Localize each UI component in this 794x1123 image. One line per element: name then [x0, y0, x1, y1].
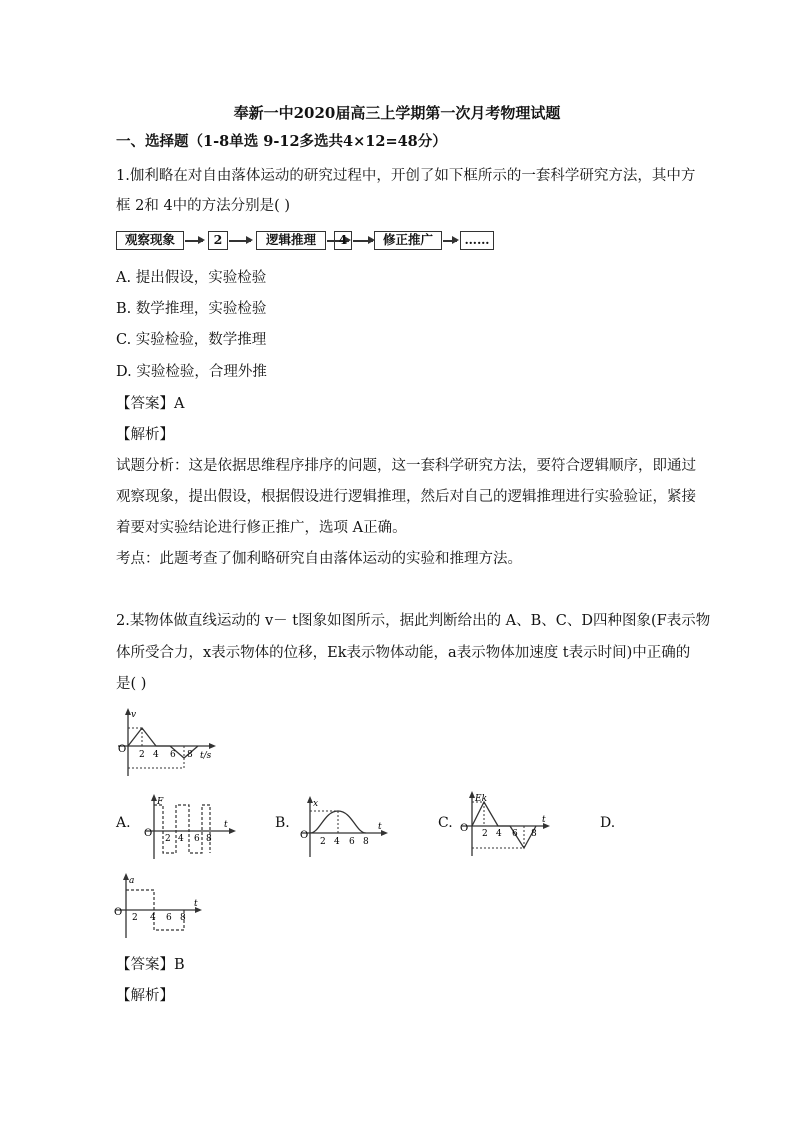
graph-c-x-label: t — [542, 815, 546, 825]
q1-analysis-line2: 观察现象，提出假设，根据假设进行逻辑推理，然后对自己的逻辑推理进行实验验证，紧接 — [116, 489, 696, 505]
q2-option-d-label: D. — [600, 815, 616, 831]
flow-arrow — [185, 240, 203, 242]
graph-a-tick: 8 — [206, 834, 212, 844]
flow-arrow — [229, 240, 251, 242]
q1-option-b: B. 数学推理，实验检验 — [116, 301, 267, 317]
vt-origin: O — [118, 744, 127, 755]
flow-arrow — [353, 240, 373, 242]
q1-stem-line1: 1.伽利略在对自由落体运动的研究过程中，开创了如下框所示的一套科学研究方法，其中方 — [116, 168, 696, 184]
section-heading: 一、选择题（1-8单选 9-12多选共4×12=48分） — [116, 133, 447, 150]
graph-d-tick: 2 — [132, 913, 138, 923]
graph-d-origin: O — [114, 907, 123, 918]
graph-a-tick: 2 — [165, 834, 171, 844]
q1-analysis-label: 【解析】 — [116, 427, 174, 443]
q2-option-a-label: A. — [116, 815, 131, 831]
flow-box-1: 观察现象 — [116, 231, 184, 250]
q2-analysis-label: 【解析】 — [116, 988, 174, 1004]
q2-stem-line3: 是( ) — [116, 676, 147, 692]
graph-b-position-time — [298, 795, 394, 861]
graph-c-tick: 4 — [496, 829, 502, 839]
graph-b-y-label: x — [313, 799, 319, 809]
graph-c-y-label: Ek — [475, 794, 488, 804]
vt-tick: 4 — [153, 750, 159, 760]
page-title: 奉新一中2020届高三上学期第一次月考物理试题 — [233, 104, 561, 122]
graph-c-kinetic-energy-time — [458, 790, 558, 858]
flow-box-5: 修正推广 — [374, 231, 442, 250]
q2-stem-line1: 2.某物体做直线运动的 v－ t图象如图所示，据此判断给出的 A、B、C、D四种图象(F表示物 — [116, 613, 711, 629]
method-flowchart — [116, 228, 496, 254]
graph-b-tick: 8 — [363, 837, 369, 847]
graph-a-tick: 4 — [178, 834, 184, 844]
graph-a-tick: 6 — [194, 834, 200, 844]
q1-option-c: C. 实验检验，数学推理 — [116, 332, 267, 348]
graph-d-acceleration-time — [112, 872, 212, 940]
graph-a-force-time — [142, 793, 242, 861]
vt-tick: 2 — [139, 750, 145, 760]
flow-arrow — [443, 240, 457, 242]
graph-d-y-label: a — [129, 876, 135, 886]
graph-b-x-label: t — [378, 822, 382, 832]
graph-b-origin: O — [300, 830, 309, 841]
graph-d-x-label: t — [194, 899, 198, 909]
vt-x-label: t/s — [200, 751, 212, 761]
graph-b-tick: 4 — [334, 837, 340, 847]
flow-box-3: 逻辑推理 — [256, 231, 326, 250]
graph-d-tick: 8 — [180, 913, 186, 923]
graph-c-tick: 2 — [482, 829, 488, 839]
graph-c-tick: 6 — [512, 829, 518, 839]
graph-c-tick: 8 — [531, 829, 537, 839]
q1-option-d: D. 实验检验，合理外推 — [116, 364, 267, 380]
flow-box-6: …… — [460, 231, 494, 250]
q1-analysis-line3: 着要对实验结论进行修正推广，选项 A正确。 — [116, 520, 407, 536]
vt-tick: 6 — [170, 750, 176, 760]
q2-stem-line2: 体所受合力，x表示物体的位移，Ek表示物体动能，a表示物体加速度 t表示时间)中正确的 — [116, 645, 691, 661]
graph-a-x-label: t — [224, 820, 228, 830]
q1-analysis-line1: 试题分析：这是依据思维程序排序的问题，这一套科学研究方法，要符合逻辑顺序，即通过 — [116, 458, 696, 474]
graph-b-tick: 6 — [349, 837, 355, 847]
graph-c-origin: O — [460, 823, 469, 834]
flow-box-2: 2 — [208, 231, 228, 250]
q1-answer: 【答案】A — [116, 396, 185, 412]
q2-option-c-label: C. — [438, 815, 453, 831]
vt-tick: 8 — [187, 750, 193, 760]
q1-stem-line2: 框 2和 4中的方法分别是( ) — [116, 198, 291, 214]
q2-option-b-label: B. — [275, 815, 290, 831]
graph-d-tick: 4 — [150, 913, 156, 923]
q2-answer: 【答案】B — [116, 957, 185, 973]
vt-graph — [112, 706, 222, 778]
graph-b-tick: 2 — [320, 837, 326, 847]
vt-y-label: v — [131, 710, 137, 720]
q1-kaodian: 考点：此题考查了伽利略研究自由落体运动的实验和推理方法。 — [116, 551, 522, 567]
graph-a-y-label: F — [157, 797, 164, 807]
graph-d-tick: 6 — [166, 913, 172, 923]
q1-option-a: A. 提出假设，实验检验 — [116, 270, 267, 286]
flow-box-4: 4 — [334, 231, 352, 250]
graph-a-origin: O — [144, 828, 153, 839]
